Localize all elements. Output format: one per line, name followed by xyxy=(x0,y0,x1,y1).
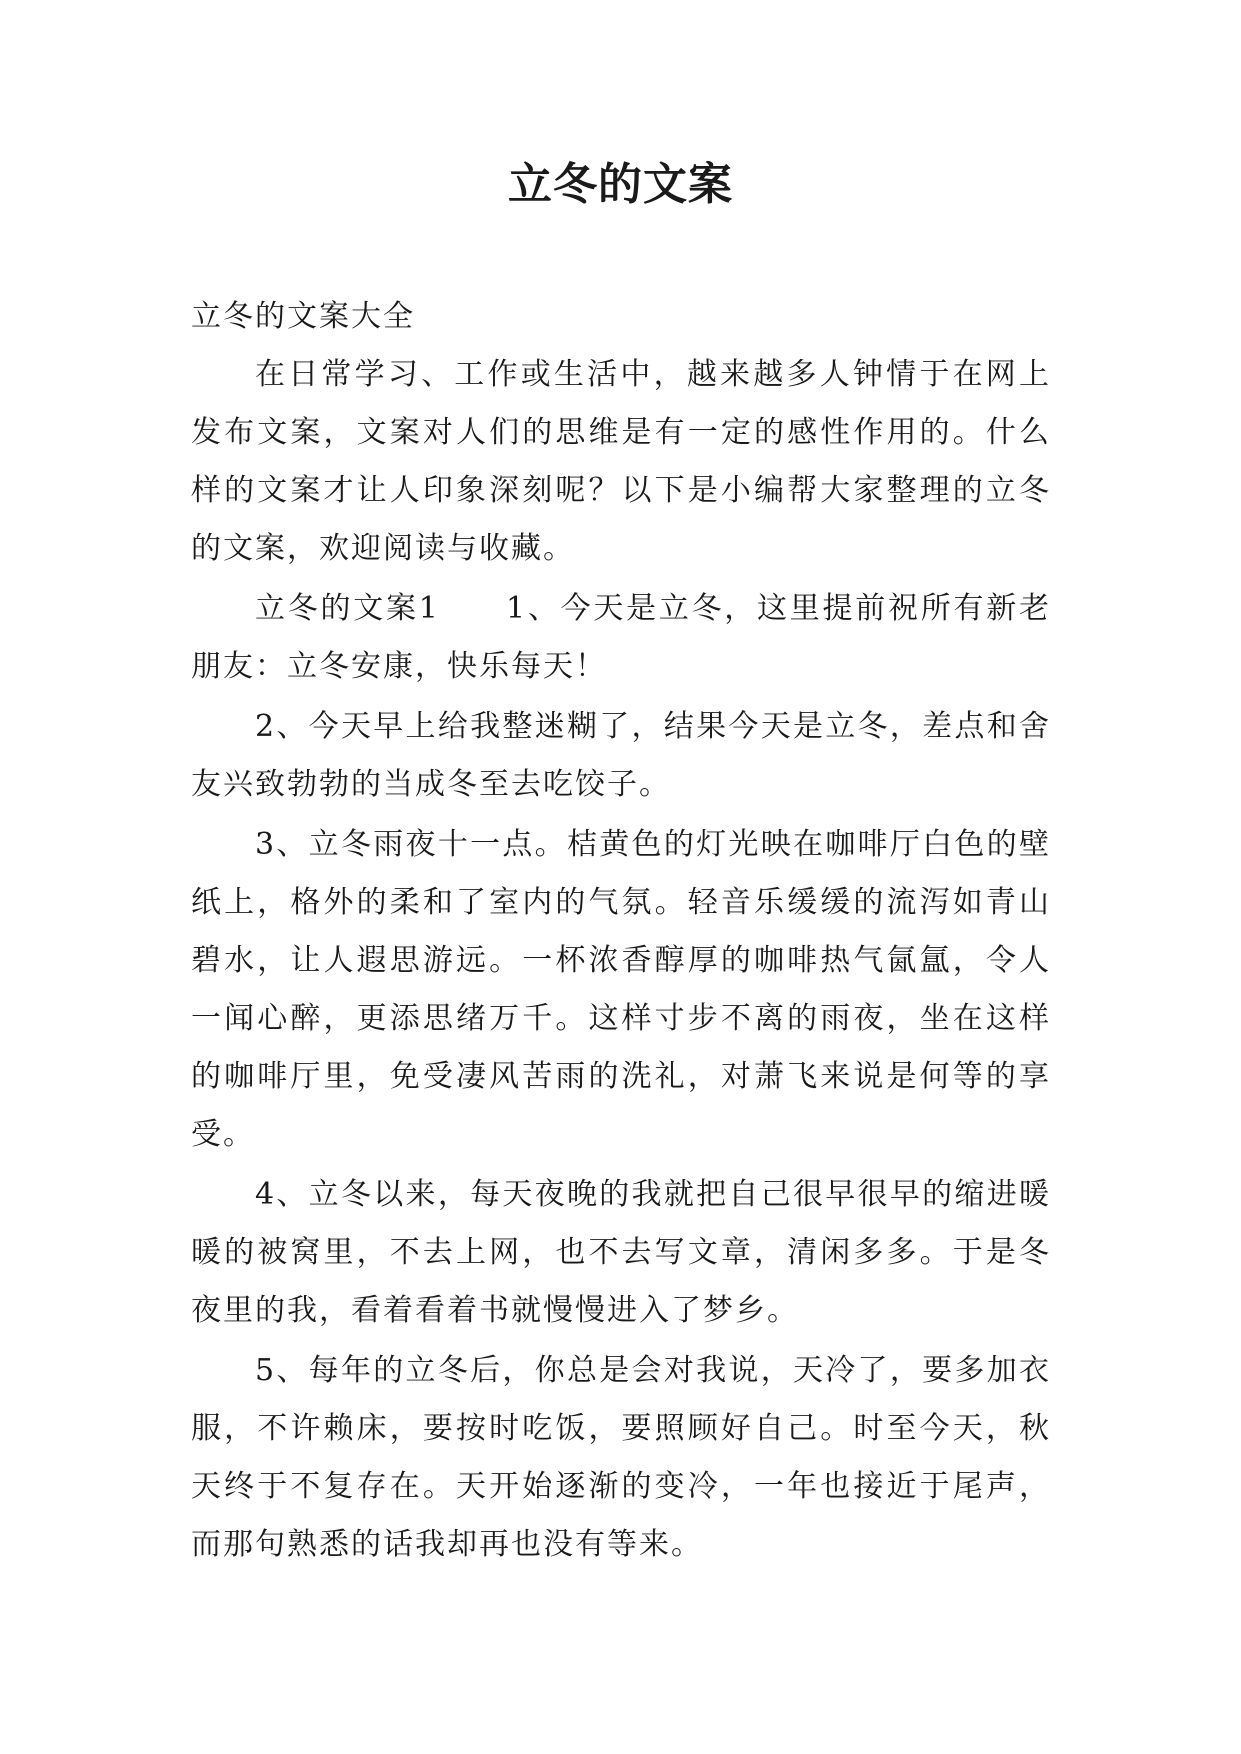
paragraph-item-5: 5、每年的立冬后，你总是会对我说，天冷了，要多加衣服，不许赖床，要按时吃饭，要照顾好自己。时至今天，秋天终于不复存在。天开始逐渐的变冷，一年也接近于尾声，而那句熟悉的话我却再也没有等来。 xyxy=(191,1353,1051,1562)
paragraph-item-3: 3、立冬雨夜十一点。桔黄色的灯光映在咖啡厅白色的壁纸上，格外的柔和了室内的气氛。轻音乐缓缓的流泻如青山碧水，让人遐思游远。一杯浓香醇厚的咖啡热气氤氲，令人一闻心醉，更添思绪万千。这样寸步不离的雨夜，坐在这样的咖啡厅里，免受凄风苦雨的洗礼，对萧飞来说是何等的享受。 xyxy=(191,827,1051,1152)
document-body xyxy=(191,288,1051,1576)
paragraph-intro: 在日常学习、工作或生活中，越来越多人钟情于在网上发布文案，文案对人们的思维是有一定的感性作用的。什么样的文案才让人印象深刻呢？以下是小编帮大家整理的立冬的文案，欢迎阅读与收藏。 xyxy=(191,357,1051,566)
paragraph-item-1: 立冬的文案1 1、今天是立冬，这里提前祝所有新老朋友：立冬安康，快乐每天！ xyxy=(191,591,1051,684)
paragraph-item-4: 4、立冬以来，每天夜晚的我就把自己很早很早的缩进暖暖的被窝里，不去上网，也不去写文章，清闲多多。于是冬夜里的我，看着看着书就慢慢进入了梦乡。 xyxy=(191,1177,1051,1328)
paragraph-item-2: 2、今天早上给我整迷糊了，结果今天是立冬，差点和舍友兴致勃勃的当成冬至去吃饺子。 xyxy=(191,709,1051,802)
document-subtitle: 立冬的文案大全 xyxy=(191,299,415,334)
document-title: 立冬的文案 xyxy=(508,159,733,210)
